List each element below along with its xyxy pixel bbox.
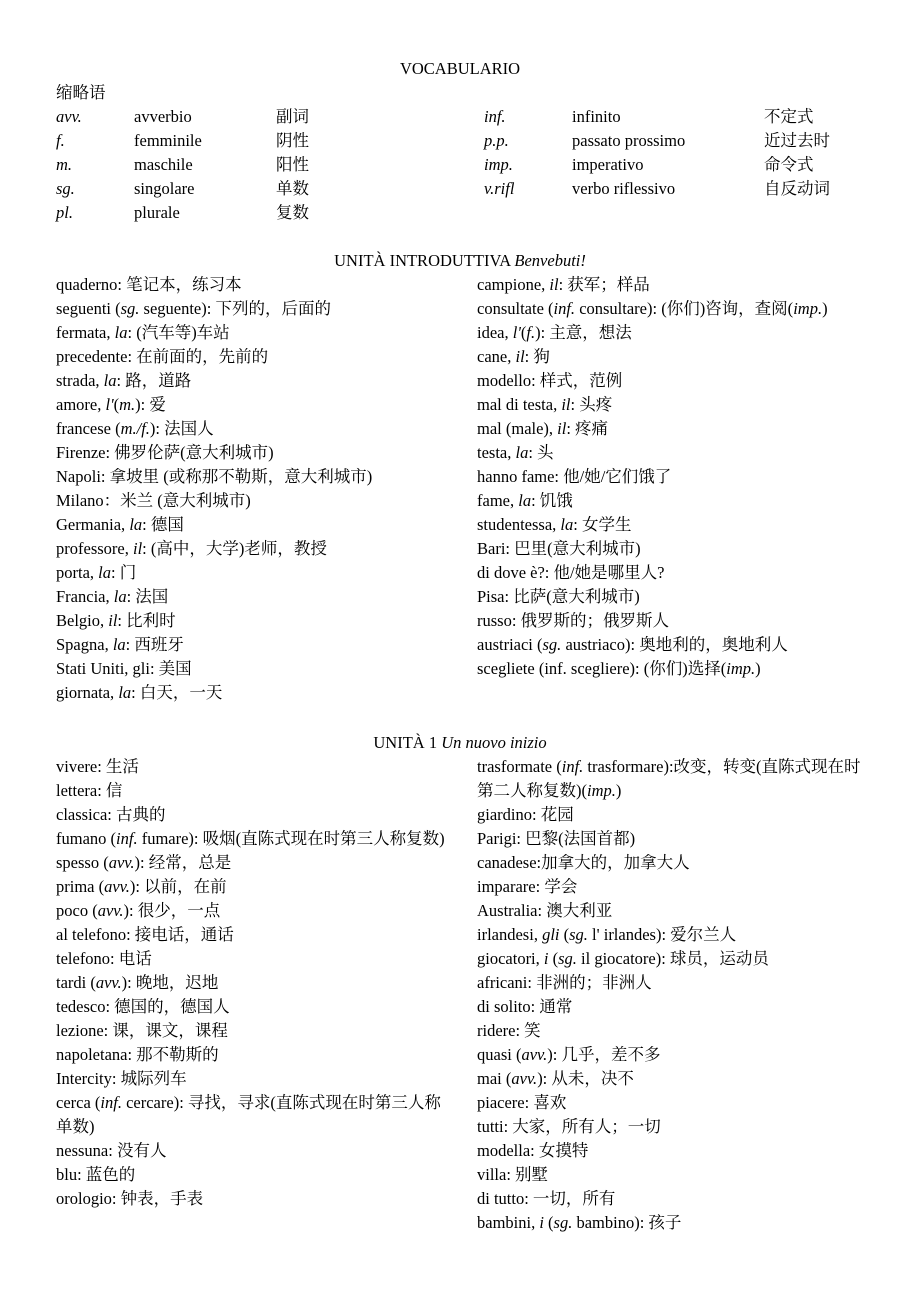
vocabulary-entry: vivere: 生活 <box>56 757 139 776</box>
abbreviation-chinese: 自反动词 <box>764 179 830 198</box>
section-unita-1-left-column <box>56 755 451 1211</box>
section-subtitle: Benvebuti! <box>514 251 586 270</box>
vocabulary-entry: nessuna: 没有人 <box>56 1141 167 1160</box>
abbreviation-chinese: 副词 <box>276 107 309 126</box>
vocabulary-entry: Firenze: 佛罗伦萨(意大利城市) <box>56 443 274 462</box>
abbreviation: m. <box>56 155 73 174</box>
vocabulary-entry: africani: 非洲的；非洲人 <box>477 973 652 992</box>
vocabulary-entry: scegliete (inf. scegliere): (你们)选择(imp.) <box>477 659 761 678</box>
vocabulary-entry: modella: 女摸特 <box>477 1141 589 1160</box>
abbreviation: f. <box>56 131 65 150</box>
vocabulary-entry: Spagna, la: 西班牙 <box>56 635 184 654</box>
vocabulary-entry: Australia: 澳大利亚 <box>477 901 613 920</box>
vocabulary-entry: mal di testa, il: 头疼 <box>477 395 613 414</box>
vocabulary-entry: russo: 俄罗斯的；俄罗斯人 <box>477 611 670 630</box>
vocabulary-entry: al telefono: 接电话，通话 <box>56 925 234 944</box>
vocabulary-entry: mai (avv.): 从未，决不 <box>477 1069 634 1088</box>
vocabulary-entry: telefono: 电话 <box>56 949 152 968</box>
vocabulary-entry: Napoli: 拿坡里 (或称那不勒斯，意大利城市) <box>56 467 373 486</box>
vocabulary-entry: Germania, la: 德国 <box>56 515 184 534</box>
vocabulary-entry: seguenti (sg. seguente): 下列的，后面的 <box>56 299 331 318</box>
vocabulary-entry: fumano (inf. fumare): 吸烟(直陈式现在时第三人称复数) <box>56 829 445 848</box>
section-introduttiva-right-column <box>477 273 877 681</box>
abbreviation-chinese: 复数 <box>276 203 309 222</box>
vocabulary-entry: hanno fame: 他/她/它们饿了 <box>477 467 672 486</box>
vocabulary-entry: quaderno: 笔记本，练习本 <box>56 275 242 294</box>
vocabulary-entry: testa, la: 头 <box>477 443 554 462</box>
vocabulary-entry: fermata, la: (汽车等)车站 <box>56 323 230 342</box>
vocabulary-entry: Stati Uniti, gli: 美国 <box>56 659 192 678</box>
section-heading-text: UNITÀ 1 <box>373 733 438 752</box>
vocabulary-entry: villa: 别墅 <box>477 1165 549 1184</box>
vocabulary-entry: bambini, i (sg. bambino): 孩子 <box>477 1213 682 1232</box>
abbreviation: inf. <box>484 107 506 126</box>
vocabulary-entry: giardino: 花园 <box>477 805 574 824</box>
abbreviation: pl. <box>56 203 73 222</box>
vocabulary-entry: trasformate (inf. trasformare):改变，转变(直陈式现在时第二人称复数)(imp.) <box>477 757 861 800</box>
vocabulary-entry: irlandesi, gli (sg. l' irlandes): 爱尔兰人 <box>477 925 737 944</box>
abbreviation-chinese: 单数 <box>276 179 309 198</box>
vocabulary-entry: tardi (avv.): 晚地，迟地 <box>56 973 219 992</box>
abbreviations-caption: 缩略语 <box>56 83 106 102</box>
abbreviation-meaning: passato prossimo <box>572 131 686 150</box>
vocabulary-entry: prima (avv.): 以前，在前 <box>56 877 227 896</box>
vocabulary-entry: Belgio, il: 比利时 <box>56 611 176 630</box>
section-heading-text: UNITÀ INTRODUTTIVA <box>334 251 511 270</box>
vocabulary-entry: Francia, la: 法国 <box>56 587 169 606</box>
vocabulary-entry: cane, il: 狗 <box>477 347 550 366</box>
abbreviation-meaning: plurale <box>134 203 180 222</box>
vocabulary-entry: idea, l'(f.): 主意，想法 <box>477 323 632 342</box>
abbreviation-meaning: maschile <box>134 155 193 174</box>
vocabulary-entry: fame, la: 饥饿 <box>477 491 573 510</box>
abbreviation: p.p. <box>484 131 509 150</box>
abbreviation: sg. <box>56 179 75 198</box>
page-title: VOCABULARIO <box>399 59 521 78</box>
vocabulary-entry: imparare: 学会 <box>477 877 578 896</box>
vocabulary-entry: ridere: 笑 <box>477 1021 541 1040</box>
abbreviation: v.rifl <box>484 179 515 198</box>
vocabulary-entry: precedente: 在前面的，先前的 <box>56 347 269 366</box>
vocabulary-entry: amore, l'(m.): 爱 <box>56 395 166 414</box>
vocabulary-entry: porta, la: 门 <box>56 563 137 582</box>
section-subtitle: Un nuovo inizio <box>441 733 547 752</box>
vocabulary-entry: giocatori, i (sg. il giocatore): 球员，运动员 <box>477 949 769 968</box>
vocabulary-entry: classica: 古典的 <box>56 805 166 824</box>
vocabulary-entry: mal (male), il: 疼痛 <box>477 419 609 438</box>
vocabulary-entry: Parigi: 巴黎(法国首都) <box>477 829 636 848</box>
vocabulary-entry: di dove è?: 他/她是哪里人? <box>477 563 665 582</box>
vocabulary-entry: Pisa: 比萨(意大利城市) <box>477 587 640 606</box>
section-heading-unita-1 <box>0 731 920 755</box>
section-heading-introduttiva <box>0 249 920 273</box>
vocabulary-entry: modello: 样式，范例 <box>477 371 623 390</box>
vocabulary-entry: di tutto: 一切，所有 <box>477 1189 616 1208</box>
section-unita-1-right-column <box>477 755 877 1235</box>
vocabulary-entry: Intercity: 城际列车 <box>56 1069 187 1088</box>
vocabulary-entry: napoletana: 那不勒斯的 <box>56 1045 219 1064</box>
abbreviation-meaning: avverbio <box>134 107 192 126</box>
abbreviation-chinese: 命令式 <box>764 155 814 174</box>
abbreviation-meaning: singolare <box>134 179 195 198</box>
vocabulary-entry: lettera: 信 <box>56 781 123 800</box>
abbreviation: imp. <box>484 155 513 174</box>
vocabulary-entry: studentessa, la: 女学生 <box>477 515 632 534</box>
vocabulary-entry: campione, il: 获军；样品 <box>477 275 650 294</box>
vocabulary-entry: francese (m./f.): 法国人 <box>56 419 214 438</box>
vocabulary-entry: Bari: 巴里(意大利城市) <box>477 539 641 558</box>
vocabulary-entry: tutti: 大家，所有人；一切 <box>477 1117 661 1136</box>
vocabulary-entry: poco (avv.): 很少，一点 <box>56 901 221 920</box>
vocabulary-entry: di solito: 通常 <box>477 997 573 1016</box>
abbreviation-meaning: imperativo <box>572 155 644 174</box>
abbreviation-meaning: infinito <box>572 107 621 126</box>
abbreviation: avv. <box>56 107 82 126</box>
abbreviation-chinese: 近过去时 <box>764 131 830 150</box>
section-introduttiva-left-column <box>56 273 451 705</box>
vocabulary-entry: quasi (avv.): 几乎，差不多 <box>477 1045 661 1064</box>
vocabulary-entry: lezione: 课，课文，课程 <box>56 1021 228 1040</box>
vocabulary-entry: tedesco: 德国的，德国人 <box>56 997 230 1016</box>
vocabulary-entry: canadese:加拿大的，加拿大人 <box>477 853 690 872</box>
vocabulary-entry: cerca (inf. cercare): 寻找，寻求(直陈式现在时第三人称单数) <box>56 1093 441 1136</box>
vocabulary-entry: austriaci (sg. austriaco): 奥地利的，奥地利人 <box>477 635 788 654</box>
abbreviation-meaning: verbo riflessivo <box>572 179 676 198</box>
vocabulary-entry: blu: 蓝色的 <box>56 1165 136 1184</box>
abbreviation-meaning: femminile <box>134 131 202 150</box>
abbreviation-chinese: 不定式 <box>764 107 814 126</box>
vocabulary-entry: professore, il: (高中，大学)老师，教授 <box>56 539 327 558</box>
vocabulary-entry: giornata, la: 白天，一天 <box>56 683 223 702</box>
vocabulary-entry: strada, la: 路，道路 <box>56 371 192 390</box>
abbreviation-chinese: 阳性 <box>276 155 309 174</box>
vocabulary-entry: orologio: 钟表，手表 <box>56 1189 204 1208</box>
abbreviation-chinese: 阴性 <box>276 131 309 150</box>
vocabulary-entry: spesso (avv.): 经常，总是 <box>56 853 232 872</box>
vocabulary-entry: piacere: 喜欢 <box>477 1093 567 1112</box>
vocabulary-entry: Milano：米兰 (意大利城市) <box>56 491 251 510</box>
vocabulary-entry: consultate (inf. consultare): (你们)咨询，查阅(imp.) <box>477 299 828 318</box>
